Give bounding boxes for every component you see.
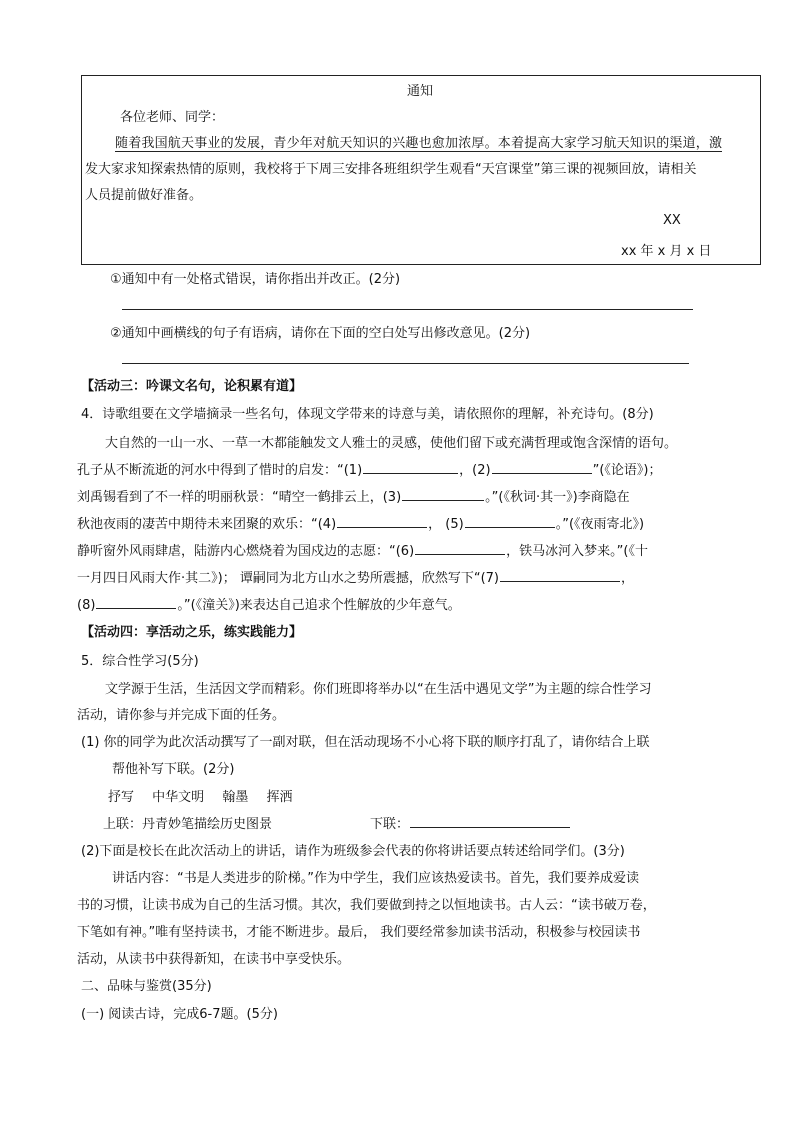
word-bank: [108, 786, 292, 805]
q5-p2: (2)下面是校长在此次活动上的讲话，请作为班级参会代表的你将讲话要点转述给同学们。(3分): [81, 844, 625, 859]
notice-signer: XX: [663, 213, 681, 228]
q4-title: 4．诗歌组要在文学墙摘录一些名句，体现文学带来的诗意与美，请依照你的理解，补充诗句。(8分): [81, 407, 654, 422]
speech-line-2: 书的习惯，让读书成为自己的生活习惯。其次，我们要做到持之以恒地读书。古人云：“读书破万卷，: [77, 898, 656, 913]
blank-2[interactable]: [492, 459, 592, 474]
word-1: 抒写: [108, 790, 135, 805]
couplet-upper: 上联：丹青妙笔描绘历史图景: [103, 817, 273, 832]
notice-body-line-2: 发大家求知探索热情的原则，我校将于下周三安排各班组织学生观看“天宫课堂”第三课的视频回放，请相关: [85, 162, 697, 177]
q3-sub2: ②通知中画横线的句子有语病，请你在下面的空白处写出修改意见。(2分): [110, 326, 531, 341]
q3-sub1: ①通知中有一处格式错误，请你指出并改正。(2分): [110, 272, 401, 287]
notice-title: 通知: [407, 84, 434, 99]
q4-line-7: (8) 。”(《潼关》)来表达自己追求个性解放的少年意气。: [77, 594, 461, 613]
q4-line-2: 孔子从不断流逝的河水中得到了惜时的启发：“(1) ，(2) ”(《论语》)；: [77, 459, 661, 478]
notice-greeting: 各位老师、同学：: [120, 110, 225, 125]
answer-line-1[interactable]: [122, 309, 693, 310]
word-3: 翰墨: [222, 790, 249, 805]
blank-6[interactable]: [415, 540, 505, 555]
q4-line-1: 大自然的一山一水、一草一木都能触发文人雅士的灵感，使他们留下或充满哲理或饱含深情的语句。: [105, 436, 678, 451]
activity3-heading: 【活动三：吟课文名句，论积累有道】: [81, 379, 303, 394]
blank-8[interactable]: [96, 594, 176, 609]
speech-line-1: 讲话内容：“书是人类进步的阶梯。”作为中学生，我们应该热爱读书。首先，我们要养成爱读: [112, 871, 639, 886]
speech-line-3: 下笔如有神。”唯有坚持读书，才能不断进步。最后， 我们要经常参加读书活动，积极参与校园读书: [77, 925, 641, 940]
blank-3[interactable]: [402, 486, 484, 501]
q5-p1-line-1: (1) 你的同学为此次活动撰写了一副对联，但在活动现场不小心将下联的顺序打乱了，请你结合上联: [81, 735, 650, 750]
q5-title: 5．综合性学习(5分): [81, 654, 199, 669]
section-2-heading: 二、品味与鉴赏(35分): [81, 979, 212, 994]
q5-p1-line-2: 帮他补写下联。(2分): [112, 762, 235, 777]
couplet-lower: 下联：: [370, 813, 571, 832]
q4-line-5: 静听窗外风雨肆虐，陆游内心燃烧着为国戍边的志愿：“(6) ，铁马冰河入梦来。”(《十: [77, 540, 648, 559]
answer-line-2[interactable]: [122, 363, 689, 364]
speech-line-4: 活动，从读书中获得新知，在读书中享受快乐。: [77, 952, 351, 967]
blank-5[interactable]: [465, 513, 555, 528]
q4-line-3: 刘禹锡看到了不一样的明丽秋景：“晴空一鹤排云上，(3) 。”(《秋词·其一》)李商隐在: [77, 486, 630, 505]
activity4-heading: 【活动四：享活动之乐，练实践能力】: [81, 625, 303, 640]
word-4: 挥洒: [266, 790, 293, 805]
notice-body-line-1: 随着我国航天事业的发展，青少年对航天知识的兴趣也愈加浓厚。本着提高大家学习航天知识的渠道，激: [115, 136, 723, 151]
word-2: 中华文明: [152, 790, 205, 805]
part-1-heading: (一) 阅读古诗，完成6-7题。(5分): [81, 1007, 278, 1022]
q4-line-4: 秋池夜雨的凄苦中期待未来团聚的欢乐：“(4) ， (5) 。”(《夜雨寄北》): [77, 513, 644, 532]
blank-7[interactable]: [500, 567, 620, 582]
q5-intro-1: 文学源于生活，生活因文学而精彩。你们班即将举办以“在生活中遇见文学”为主题的综合性学习: [105, 682, 652, 697]
couplet-lower-blank[interactable]: [410, 813, 570, 828]
blank-4[interactable]: [337, 513, 427, 528]
q5-intro-2: 活动，请你参与并完成下面的任务。: [77, 708, 286, 723]
notice-body-line-3: 人员提前做好准备。: [85, 188, 203, 203]
q4-line-6: 一月四日风雨大作·其二》)； 谭嗣同为北方山水之势所震撼，欣然写下“(7) ，: [77, 567, 634, 586]
blank-1[interactable]: [363, 459, 458, 474]
notice-date: xx 年 x 月 x 日: [621, 244, 712, 259]
